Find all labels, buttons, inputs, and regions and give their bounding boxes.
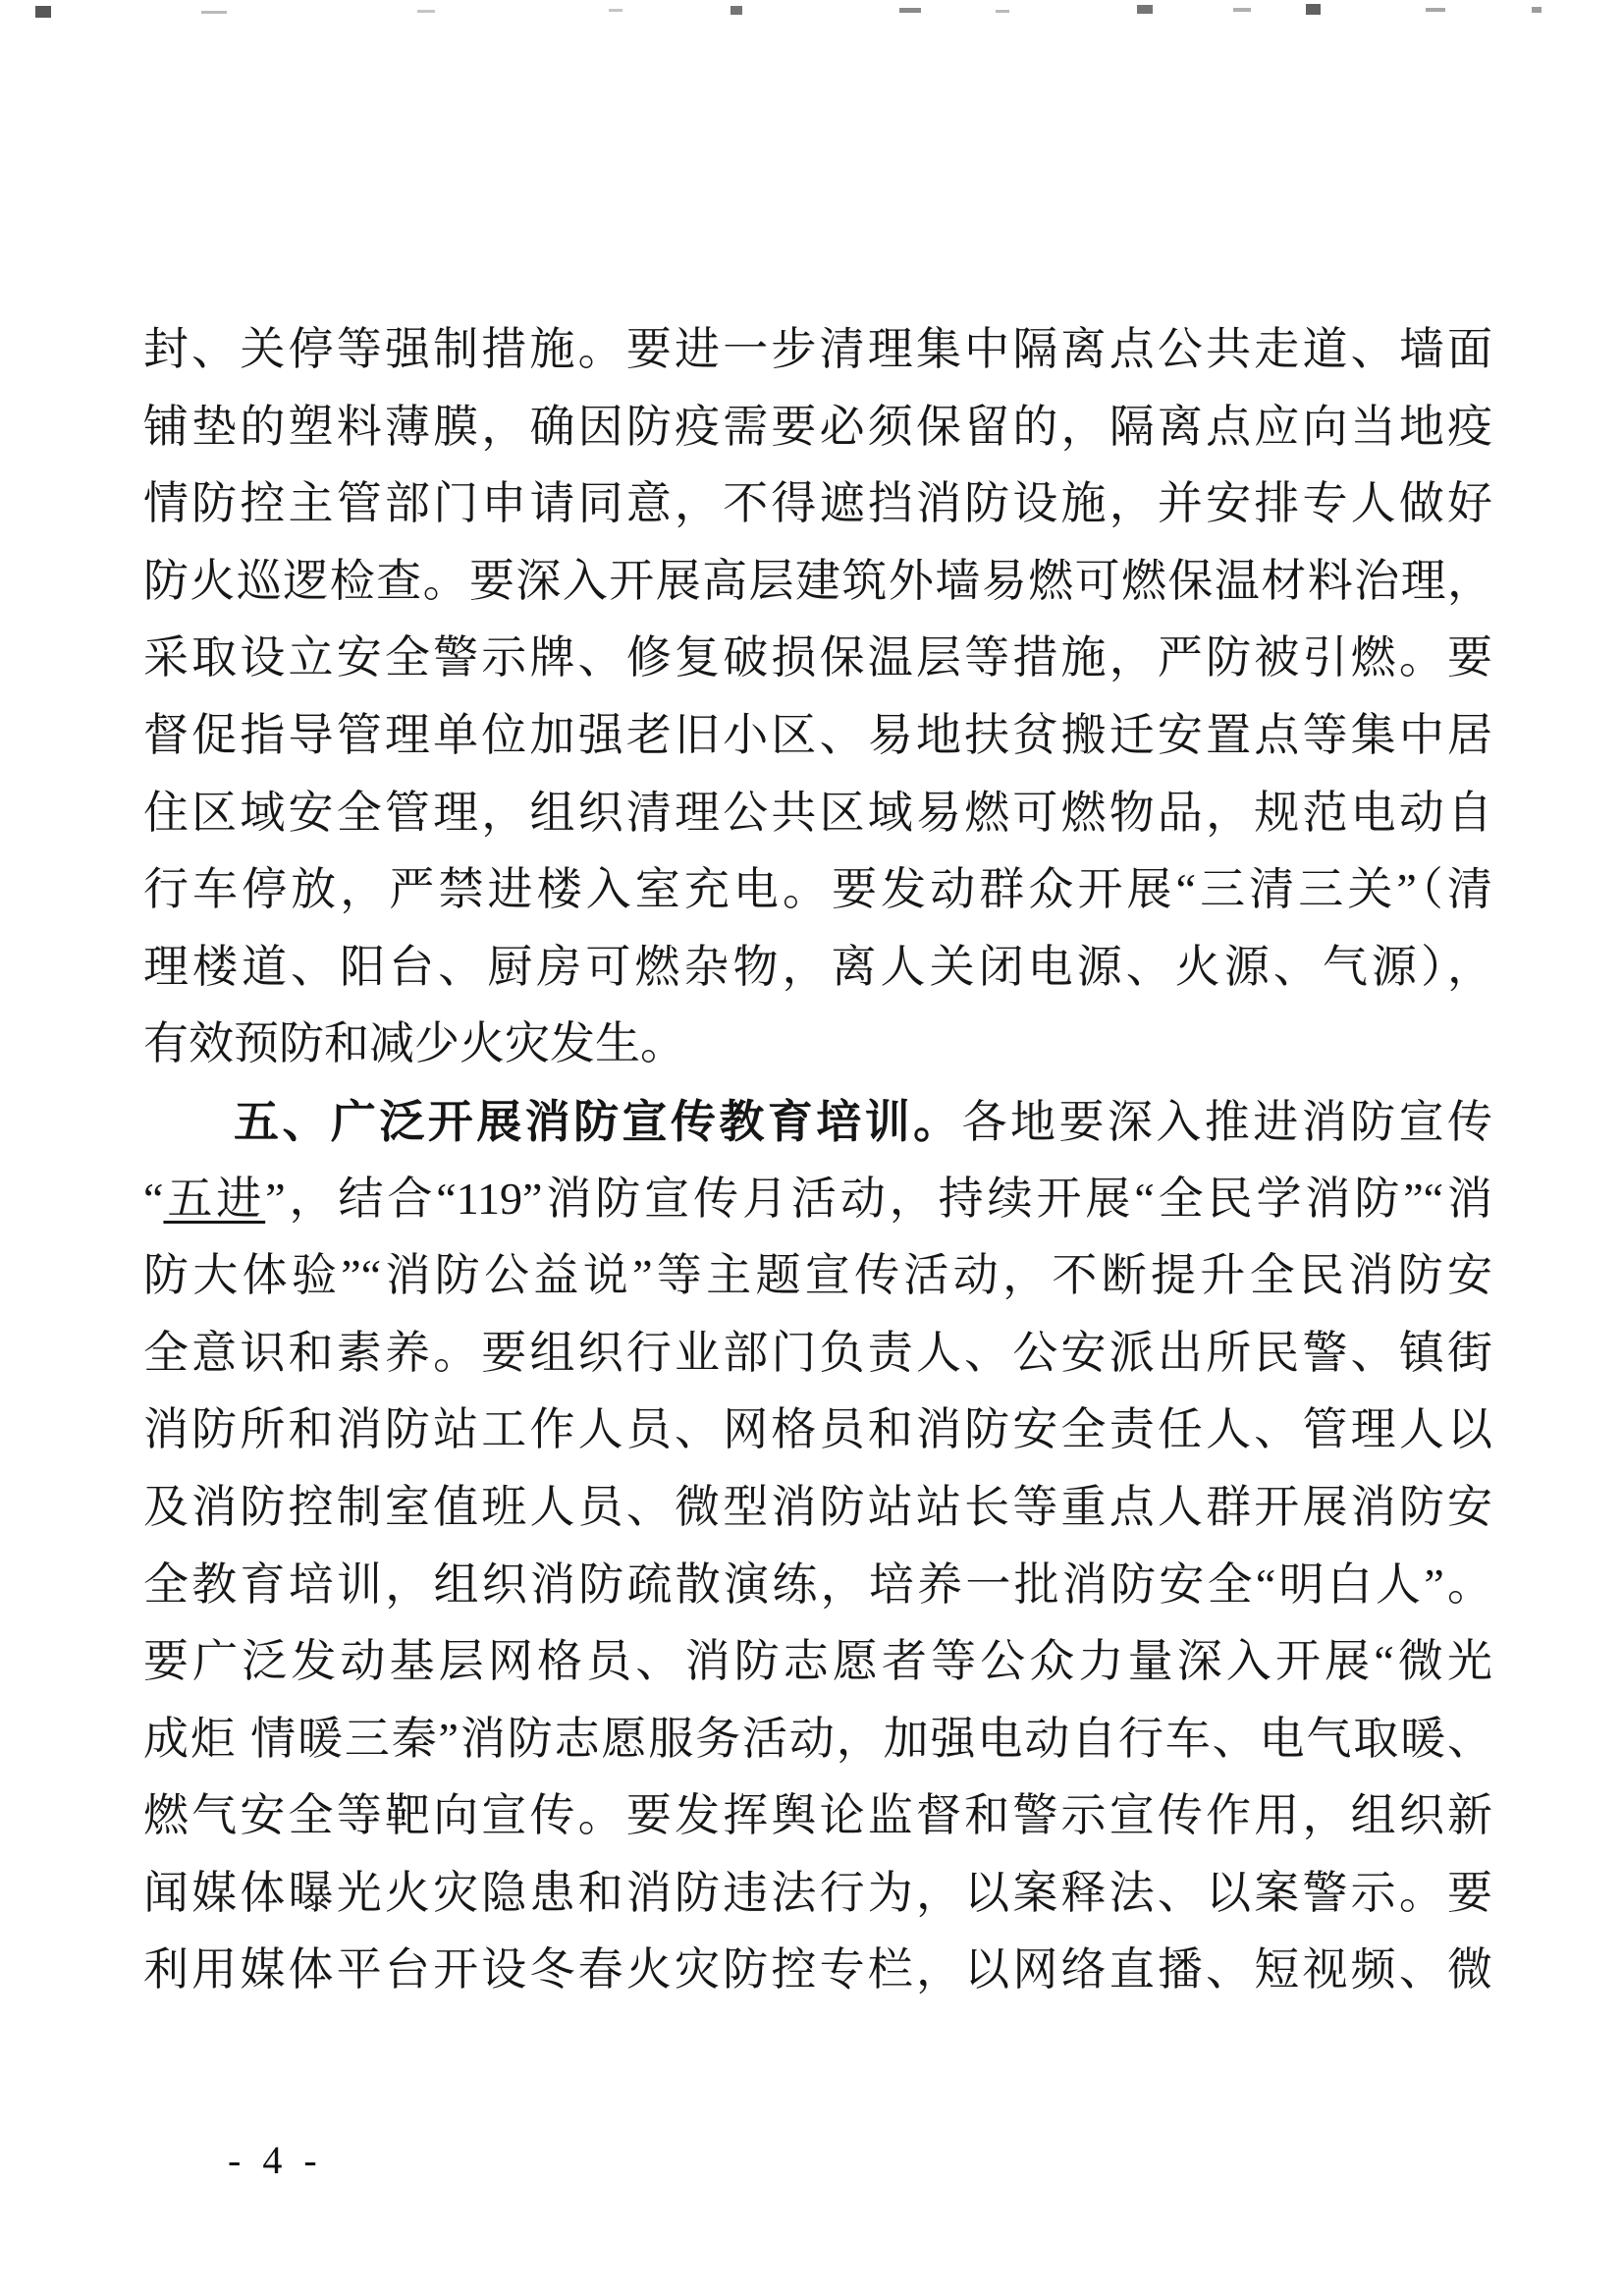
underlined-term: 五进 <box>163 1173 266 1224</box>
scan-artifact <box>609 9 622 12</box>
page-number: - 4 - <box>228 2138 323 2182</box>
text-line: 及消防控制室值班人员、微型消防站站长等重点人群开展消防安 <box>143 1481 1492 1532</box>
scan-artifact <box>1233 8 1251 12</box>
text-line: 利用媒体平台开设冬春火灾防控专栏，以网络直播、短视频、微 <box>143 1944 1492 1995</box>
text-line: 燃气安全等靶向宣传。要发挥舆论监督和警示宣传作用，组织新 <box>143 1790 1492 1841</box>
scan-artifact <box>201 11 227 14</box>
scan-artifact <box>1137 5 1153 14</box>
text-line-rest: ”，结合“119”消防宣传月活动，持续开展“全民学消防”“消 <box>265 1173 1493 1224</box>
text-line: 要广泛发动基层网格员、消防志愿者等公众力量深入开展“微光 <box>143 1636 1492 1687</box>
scan-artifact <box>35 6 51 18</box>
scan-artifact <box>1532 7 1542 13</box>
scan-artifact <box>1426 8 1445 12</box>
scan-artifact <box>1306 4 1321 15</box>
text-line: 全教育培训，组织消防疏散演练，培养一批消防安全“明白人”。 <box>143 1558 1492 1610</box>
text-line: 防火巡逻检查。要深入开展高层建筑外墙易燃可燃保温材料治理， <box>143 555 1492 606</box>
text-line <box>143 1161 1492 1238</box>
text-line: 督促指导管理单位加强老旧小区、易地扶贫搬迁安置点等集中居 <box>143 709 1492 760</box>
document-body <box>143 311 1492 2009</box>
text-line: 封、关停等强制措施。要进一步清理集中隔离点公共走道、墙面 <box>143 324 1492 374</box>
text-line: 消防所和消防站工作人员、网格员和消防安全责任人、管理人以 <box>143 1404 1492 1455</box>
scan-artifact <box>996 10 1009 13</box>
text-line: 闻媒体曝光火灾隐患和消防违法行为，以案释法、以案警示。要 <box>143 1867 1492 1918</box>
text-line: 理楼道、阳台、厨房可燃杂物，离人关闭电源、火源、气源）， <box>143 941 1492 992</box>
section-heading: 五、广泛开展消防宣传教育培训。 <box>234 1095 962 1147</box>
text-line: 铺垫的塑料薄膜，确因防疫需要必须保留的，隔离点应向当地疫 <box>143 401 1492 452</box>
section-heading-line <box>143 1083 1492 1161</box>
heading-trailing-text: 各地要深入推进消防宣传 <box>961 1096 1493 1147</box>
text-line: 住区域安全管理，组织清理公共区域易燃可燃物品，规范电动自 <box>143 787 1492 838</box>
text-line: 采取设立安全警示牌、修复破损保温层等措施，严防被引燃。要 <box>143 632 1492 683</box>
scan-artifact <box>417 10 435 13</box>
text-line: 全意识和素养。要组织行业部门负责人、公安派出所民警、镇街 <box>143 1327 1492 1378</box>
text-line: 有效预防和减少火灾发生。 <box>143 1018 685 1069</box>
scan-artifact <box>730 6 742 15</box>
quote-open: “ <box>143 1173 164 1224</box>
text-line: 防大体验”“消防公益说”等主题宣传活动，不断提升全民消防安 <box>143 1250 1492 1301</box>
text-line: 情防控主管部门申请同意，不得遮挡消防设施，并安排专人做好 <box>143 478 1492 529</box>
text-line: 行车停放，严禁进楼入室充电。要发动群众开展“三清三关”（清 <box>143 864 1492 915</box>
text-line: 成炬 情暖三秦”消防志愿服务活动，加强电动自行车、电气取暖、 <box>143 1713 1492 1764</box>
scan-artifact <box>899 8 921 13</box>
